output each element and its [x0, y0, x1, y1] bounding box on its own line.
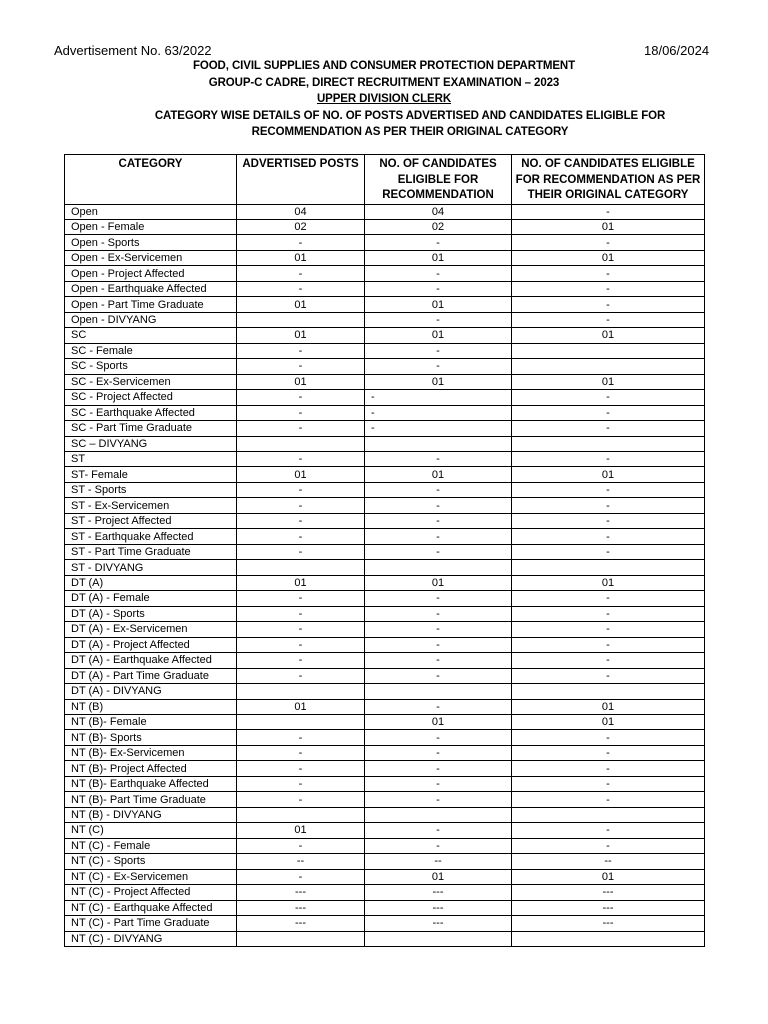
advertised-posts-cell: --: [237, 854, 365, 869]
category-cell: ST - Earthquake Affected: [65, 529, 237, 544]
eligible-original-category-cell: ---: [512, 916, 705, 931]
eligible-candidates-cell: [365, 560, 512, 575]
advertised-posts-cell: -: [237, 266, 365, 281]
advertised-posts-cell: [237, 931, 365, 946]
advertised-posts-cell: -: [237, 343, 365, 358]
table-row: [65, 931, 705, 946]
category-cell: Open - Earthquake Affected: [65, 281, 237, 296]
category-cell: SC - Female: [65, 343, 237, 358]
eligible-candidates-cell: -: [365, 606, 512, 621]
table-row: [65, 622, 705, 637]
eligible-candidates-cell: -: [365, 266, 512, 281]
advertised-posts-cell: -: [237, 838, 365, 853]
table-row: [65, 297, 705, 312]
advertised-posts-cell: -: [237, 622, 365, 637]
category-cell: Open - Sports: [65, 235, 237, 250]
eligible-original-category-cell: [512, 343, 705, 358]
category-cell: SC - Part Time Graduate: [65, 421, 237, 436]
column-header-eligible-candidates: NO. OF CANDIDATES ELIGIBLE FOR RECOMMENDATION: [365, 155, 512, 205]
category-cell: ST - DIVYANG: [65, 560, 237, 575]
eligible-original-category-cell: 01: [512, 250, 705, 265]
advertised-posts-cell: -: [237, 668, 365, 683]
category-cell: ST - Ex-Servicemen: [65, 498, 237, 513]
eligible-candidates-cell: -: [365, 482, 512, 497]
eligible-candidates-cell: -: [365, 343, 512, 358]
table-row: [65, 266, 705, 281]
table-row: [65, 482, 705, 497]
eligible-candidates-cell: -: [365, 699, 512, 714]
eligible-original-category-cell: -: [512, 204, 705, 219]
eligible-original-category-cell: [512, 560, 705, 575]
advertised-posts-cell: -: [237, 359, 365, 374]
table-row: [65, 730, 705, 745]
table-header-row: [65, 155, 705, 205]
category-cell: NT (B)- Earthquake Affected: [65, 776, 237, 791]
table-row: [65, 529, 705, 544]
category-cell: NT (B)- Ex-Servicemen: [65, 745, 237, 760]
advertised-posts-cell: 01: [237, 328, 365, 343]
eligible-original-category-cell: -: [512, 390, 705, 405]
eligible-original-category-cell: -: [512, 823, 705, 838]
eligible-original-category-cell: 01: [512, 374, 705, 389]
category-cell: DT (A) - DIVYANG: [65, 684, 237, 699]
table-row: [65, 281, 705, 296]
table-row: [65, 761, 705, 776]
category-cell: Open - Ex-Servicemen: [65, 250, 237, 265]
advertised-posts-cell: 02: [237, 219, 365, 234]
category-cell: DT (A) - Female: [65, 591, 237, 606]
category-cell: NT (B)- Female: [65, 714, 237, 729]
eligible-candidates-cell: 01: [365, 714, 512, 729]
advertised-posts-cell: 01: [237, 699, 365, 714]
table-row: [65, 544, 705, 559]
category-cell: Open - Female: [65, 219, 237, 234]
eligible-original-category-cell: -: [512, 730, 705, 745]
category-cell: Open - Part Time Graduate: [65, 297, 237, 312]
table-row: [65, 869, 705, 884]
advertised-posts-cell: -: [237, 730, 365, 745]
table-row: [65, 250, 705, 265]
category-cell: SC: [65, 328, 237, 343]
category-cell: SC - Project Affected: [65, 390, 237, 405]
advertised-posts-cell: -: [237, 421, 365, 436]
table-row: [65, 343, 705, 358]
eligible-original-category-cell: -: [512, 622, 705, 637]
description-heading: CATEGORY WISE DETAILS OF NO. OF POSTS ADVERTISED AND CANDIDATES ELIGIBLE FOR RECOMMENDATION AS PER THEIR ORIGINAL CATEGORY: [154, 110, 666, 138]
category-cell: NT (B)- Project Affected: [65, 761, 237, 776]
advertised-posts-cell: -: [237, 390, 365, 405]
eligible-original-category-cell: -: [512, 838, 705, 853]
category-cell: SC - Earthquake Affected: [65, 405, 237, 420]
advertised-posts-cell: 01: [237, 374, 365, 389]
table-row: [65, 452, 705, 467]
eligible-candidates-cell: 01: [365, 467, 512, 482]
table-row: [65, 714, 705, 729]
eligible-original-category-cell: -: [512, 452, 705, 467]
eligible-candidates-cell: -: [365, 730, 512, 745]
eligible-original-category-cell: -: [512, 745, 705, 760]
eligible-candidates-cell: --: [365, 854, 512, 869]
advertised-posts-cell: [237, 312, 365, 327]
eligible-original-category-cell: 01: [512, 328, 705, 343]
advertised-posts-cell: 01: [237, 250, 365, 265]
eligible-original-category-cell: [512, 807, 705, 822]
advertised-posts-cell: 01: [237, 823, 365, 838]
table-row: [65, 776, 705, 791]
category-cell: NT (C) - Project Affected: [65, 885, 237, 900]
eligible-original-category-cell: -: [512, 513, 705, 528]
eligible-candidates-cell: -: [365, 390, 512, 405]
post-heading: [0, 93, 768, 105]
department-heading: FOOD, CIVIL SUPPLIES AND CONSUMER PROTECTION DEPARTMENT: [192, 60, 576, 72]
eligible-candidates-cell: 04: [365, 204, 512, 219]
table-row: [65, 885, 705, 900]
category-cell: NT (C): [65, 823, 237, 838]
category-cell: DT (A) - Ex-Servicemen: [65, 622, 237, 637]
eligible-original-category-cell: -: [512, 776, 705, 791]
table-row: [65, 823, 705, 838]
eligible-original-category-cell: [512, 931, 705, 946]
table-row: [65, 374, 705, 389]
category-cell: Open - Project Affected: [65, 266, 237, 281]
eligible-candidates-cell: -: [365, 668, 512, 683]
category-cell: DT (A): [65, 575, 237, 590]
advertised-posts-cell: -: [237, 776, 365, 791]
column-header-advertised-posts: ADVERTISED POSTS: [237, 155, 365, 205]
advertised-posts-cell: ---: [237, 916, 365, 931]
eligible-candidates-cell: [365, 931, 512, 946]
eligible-original-category-cell: ---: [512, 900, 705, 915]
table-row: [65, 838, 705, 853]
eligible-candidates-cell: -: [365, 405, 512, 420]
eligible-original-category-cell: -: [512, 266, 705, 281]
category-cell: ST - Part Time Graduate: [65, 544, 237, 559]
advertised-posts-cell: -: [237, 405, 365, 420]
eligible-candidates-cell: ---: [365, 885, 512, 900]
category-cell: DT (A) - Part Time Graduate: [65, 668, 237, 683]
eligible-candidates-cell: -: [365, 745, 512, 760]
eligible-candidates-cell: [365, 436, 512, 451]
eligible-candidates-cell: 01: [365, 575, 512, 590]
category-cell: DT (A) - Project Affected: [65, 637, 237, 652]
eligible-candidates-cell: -: [365, 513, 512, 528]
advertised-posts-cell: -: [237, 235, 365, 250]
eligible-original-category-cell: 01: [512, 467, 705, 482]
eligible-original-category-cell: -: [512, 637, 705, 652]
document-date: 18/06/2024: [644, 43, 710, 58]
eligible-original-category-cell: [512, 436, 705, 451]
table-row: [65, 792, 705, 807]
advertised-posts-cell: [237, 714, 365, 729]
advertised-posts-cell: -: [237, 606, 365, 621]
advertised-posts-cell: -: [237, 637, 365, 652]
eligible-original-category-cell: --: [512, 854, 705, 869]
eligible-candidates-cell: [365, 807, 512, 822]
eligible-original-category-cell: [512, 684, 705, 699]
advertised-posts-cell: 04: [237, 204, 365, 219]
advertised-posts-cell: [237, 807, 365, 822]
advertised-posts-cell: 01: [237, 297, 365, 312]
category-cell: NT (C) - Sports: [65, 854, 237, 869]
category-cell: NT (B)- Sports: [65, 730, 237, 745]
column-header-category: CATEGORY: [65, 155, 237, 205]
category-cell: NT (C) - Ex-Servicemen: [65, 869, 237, 884]
table-row: [65, 312, 705, 327]
eligible-candidates-cell: -: [365, 421, 512, 436]
table-body: [65, 204, 705, 947]
advertised-posts-cell: -: [237, 591, 365, 606]
category-cell: SC - Ex-Servicemen: [65, 374, 237, 389]
eligible-original-category-cell: -: [512, 405, 705, 420]
category-table: [64, 154, 705, 947]
eligible-original-category-cell: -: [512, 421, 705, 436]
eligible-original-category-cell: -: [512, 653, 705, 668]
table-row: [65, 807, 705, 822]
table-row: [65, 653, 705, 668]
table-row: [65, 513, 705, 528]
eligible-candidates-cell: ---: [365, 916, 512, 931]
table-row: [65, 637, 705, 652]
eligible-candidates-cell: ---: [365, 900, 512, 915]
eligible-candidates-cell: 01: [365, 869, 512, 884]
advertised-posts-cell: -: [237, 792, 365, 807]
table-row: [65, 421, 705, 436]
table-row: [65, 359, 705, 374]
table-row: [65, 467, 705, 482]
advertisement-number: Advertisement No. 63/2022: [54, 43, 212, 58]
advertised-posts-cell: ---: [237, 885, 365, 900]
eligible-candidates-cell: -: [365, 776, 512, 791]
eligible-original-category-cell: -: [512, 761, 705, 776]
category-cell: ST - Sports: [65, 482, 237, 497]
eligible-candidates-cell: -: [365, 235, 512, 250]
eligible-candidates-cell: [365, 684, 512, 699]
exam-heading: GROUP-C CADRE, DIRECT RECRUITMENT EXAMINATION – 2023: [208, 77, 560, 89]
eligible-candidates-cell: -: [365, 838, 512, 853]
eligible-candidates-cell: -: [365, 792, 512, 807]
eligible-original-category-cell: 01: [512, 699, 705, 714]
eligible-original-category-cell: 01: [512, 714, 705, 729]
eligible-original-category-cell: -: [512, 529, 705, 544]
advertised-posts-cell: -: [237, 482, 365, 497]
eligible-candidates-cell: 01: [365, 250, 512, 265]
advertised-posts-cell: 01: [237, 575, 365, 590]
table-row: [65, 390, 705, 405]
table-row: [65, 699, 705, 714]
table-row: [65, 328, 705, 343]
eligible-original-category-cell: -: [512, 235, 705, 250]
eligible-original-category-cell: 01: [512, 219, 705, 234]
category-cell: NT (C) - Female: [65, 838, 237, 853]
table-row: [65, 575, 705, 590]
advertised-posts-cell: -: [237, 452, 365, 467]
eligible-original-category-cell: [512, 359, 705, 374]
category-cell: DT (A) - Earthquake Affected: [65, 653, 237, 668]
advertised-posts-cell: [237, 560, 365, 575]
table-row: [65, 854, 705, 869]
table-row: [65, 235, 705, 250]
category-cell: NT (C) - Earthquake Affected: [65, 900, 237, 915]
eligible-candidates-cell: -: [365, 653, 512, 668]
advertised-posts-cell: -: [237, 653, 365, 668]
table-row: [65, 219, 705, 234]
category-cell: DT (A) - Sports: [65, 606, 237, 621]
advertised-posts-cell: -: [237, 544, 365, 559]
category-cell: Open: [65, 204, 237, 219]
eligible-candidates-cell: -: [365, 622, 512, 637]
eligible-candidates-cell: 02: [365, 219, 512, 234]
advertised-posts-cell: -: [237, 281, 365, 296]
table-row: [65, 916, 705, 931]
eligible-original-category-cell: 01: [512, 575, 705, 590]
advertised-posts-cell: -: [237, 513, 365, 528]
eligible-candidates-cell: -: [365, 359, 512, 374]
category-cell: NT (B)- Part Time Graduate: [65, 792, 237, 807]
table-row: [65, 498, 705, 513]
table-row: [65, 606, 705, 621]
advertised-posts-cell: -: [237, 761, 365, 776]
category-cell: ST: [65, 452, 237, 467]
eligible-original-category-cell: -: [512, 668, 705, 683]
advertised-posts-cell: -: [237, 869, 365, 884]
eligible-original-category-cell: -: [512, 482, 705, 497]
eligible-original-category-cell: -: [512, 281, 705, 296]
eligible-candidates-cell: -: [365, 591, 512, 606]
table-row: [65, 668, 705, 683]
table-row: [65, 560, 705, 575]
table-row: [65, 591, 705, 606]
eligible-original-category-cell: -: [512, 544, 705, 559]
category-cell: NT (C) - DIVYANG: [65, 931, 237, 946]
eligible-original-category-cell: -: [512, 792, 705, 807]
table-row: [65, 684, 705, 699]
table-row: [65, 900, 705, 915]
eligible-candidates-cell: -: [365, 761, 512, 776]
eligible-candidates-cell: 01: [365, 328, 512, 343]
table-row: [65, 204, 705, 219]
eligible-candidates-cell: -: [365, 281, 512, 296]
category-cell: NT (B): [65, 699, 237, 714]
advertised-posts-cell: 01: [237, 467, 365, 482]
table-row: [65, 745, 705, 760]
eligible-original-category-cell: -: [512, 606, 705, 621]
advertised-posts-cell: -: [237, 529, 365, 544]
post-title: UPPER DIVISION CLERK: [316, 93, 452, 105]
eligible-original-category-cell: ---: [512, 885, 705, 900]
category-cell: SC – DIVYANG: [65, 436, 237, 451]
category-cell: NT (B) - DIVYANG: [65, 807, 237, 822]
eligible-candidates-cell: -: [365, 529, 512, 544]
advertised-posts-cell: -: [237, 498, 365, 513]
category-cell: Open - DIVYANG: [65, 312, 237, 327]
eligible-candidates-cell: -: [365, 823, 512, 838]
advertised-posts-cell: -: [237, 745, 365, 760]
eligible-candidates-cell: -: [365, 498, 512, 513]
eligible-candidates-cell: 01: [365, 374, 512, 389]
advertised-posts-cell: [237, 436, 365, 451]
advertised-posts-cell: ---: [237, 900, 365, 915]
column-header-eligible-original-category: NO. OF CANDIDATES ELIGIBLE FOR RECOMMENDATION AS PER THEIR ORIGINAL CATEGORY: [512, 155, 705, 205]
eligible-candidates-cell: -: [365, 452, 512, 467]
eligible-original-category-cell: -: [512, 312, 705, 327]
eligible-original-category-cell: -: [512, 297, 705, 312]
eligible-candidates-cell: 01: [365, 297, 512, 312]
eligible-original-category-cell: 01: [512, 869, 705, 884]
table-row: [65, 436, 705, 451]
advertised-posts-cell: [237, 684, 365, 699]
eligible-original-category-cell: -: [512, 498, 705, 513]
eligible-candidates-cell: -: [365, 544, 512, 559]
category-cell: ST- Female: [65, 467, 237, 482]
category-cell: ST - Project Affected: [65, 513, 237, 528]
table-row: [65, 405, 705, 420]
eligible-candidates-cell: -: [365, 637, 512, 652]
eligible-candidates-cell: -: [365, 312, 512, 327]
category-cell: SC - Sports: [65, 359, 237, 374]
category-cell: NT (C) - Part Time Graduate: [65, 916, 237, 931]
eligible-original-category-cell: -: [512, 591, 705, 606]
